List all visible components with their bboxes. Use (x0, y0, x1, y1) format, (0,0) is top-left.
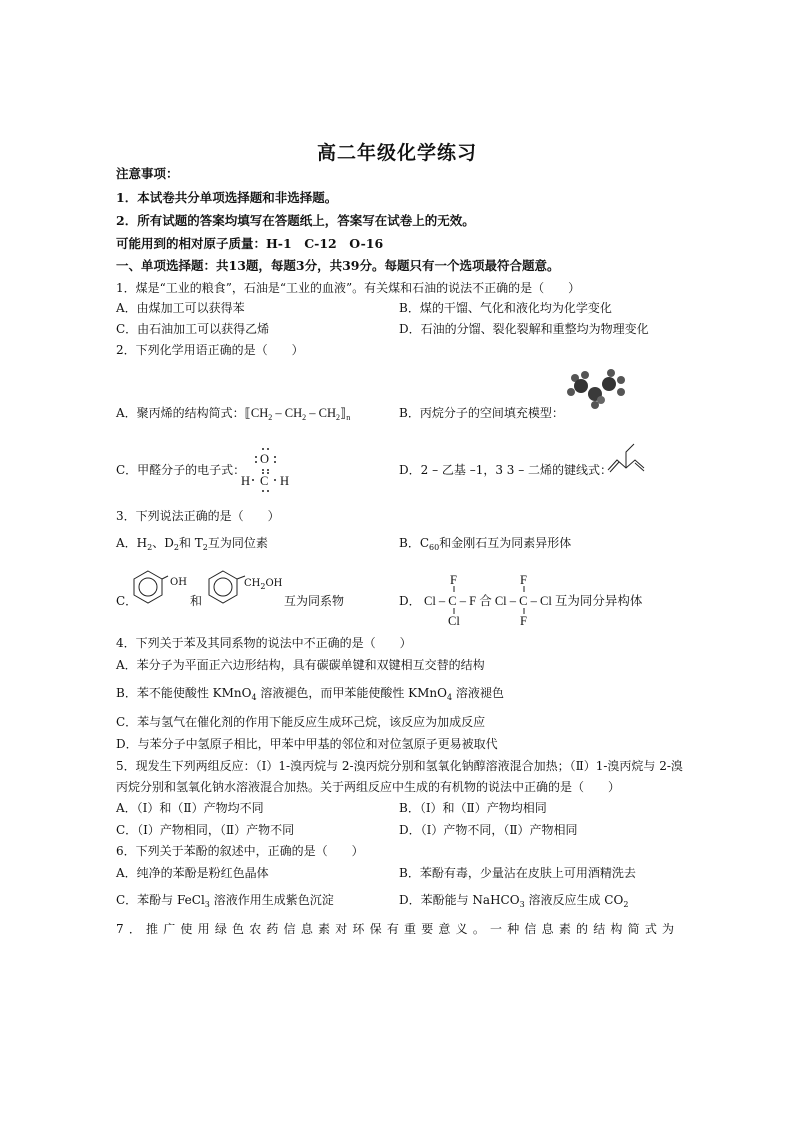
q5-stem-line-1: 5．现发生下列两组反应：（Ⅰ）1-溴丙烷与 2-溴丙烷分别和氢氧化钠醇溶液混合加热；（Ⅱ）1-溴丙烷与 2-溴 (116, 759, 683, 773)
fluorine-bottom: F (520, 614, 527, 628)
q1-option-a: A．由煤加工可以获得苯 (116, 301, 245, 315)
q2-option-a-prefix: A．聚丙烯的结构简式： (116, 406, 245, 420)
atom-o: O (260, 452, 270, 466)
q5-option-c: C．（Ⅰ）产物相同，（Ⅱ）产物不同 (116, 823, 295, 837)
benzyl-ch2oh-label: $CH_2OH$ (244, 578, 283, 591)
phenol-oh-label: OH (170, 577, 187, 588)
formaldehyde-electron-dot (238, 446, 298, 494)
notice-item-1: 1．本试卷共分单项选择题和非选择题。 (116, 190, 338, 205)
q3-option-c-suffix: 互为同系物 (284, 594, 345, 608)
q6-option-c: C．苯酚与 FeCl$_3$ 溶液作用生成紫色沉淀 (116, 893, 334, 909)
q3-stem: 3．下列说法正确的是（ ） (116, 509, 280, 523)
q1-option-d: D．石油的分馏、裂化裂解和重整均为物理变化 (399, 322, 649, 336)
q2-option-a (116, 405, 350, 426)
propane-space-filling-model (565, 370, 635, 412)
q3-option-c-label: C． (116, 594, 138, 608)
q4-option-d: D．与苯分子中氢原子相比，甲苯中甲基的邻位和对位氢原子更易被取代 (116, 737, 498, 751)
notice-item-2: 2．所有试题的答案均填写在答题纸上，答案写在试卷上的无效。 (116, 213, 475, 228)
q5-option-d: D．（Ⅰ）产物不同，（Ⅱ）产物相同 (399, 823, 578, 837)
dihalomethane-bonds (450, 586, 530, 618)
q1-option-b: B．煤的干馏、气化和液化均为化学变化 (399, 301, 612, 315)
q4-option-a: A．苯分子为平面正六边形结构，具有碳碳单键和双键相互交替的结构 (116, 658, 485, 672)
q5-stem-line-2: 丙烷分别和氢氧化钠水溶液混合加热。关于两组反应中生成的有机物的说法中正确的是（ ） (116, 780, 621, 794)
q5-option-a: A．（Ⅰ）和（Ⅱ）产物均不同 (116, 801, 264, 815)
q5-option-b: B．（Ⅰ）和（Ⅱ）产物均相同 (399, 801, 547, 815)
q6-option-b: B．苯酚有毒，少量沾在皮肤上可用酒精洗去 (399, 866, 636, 880)
q4-stem: 4．下列关于苯及其同系物的说法中不正确的是（ ） (116, 636, 412, 650)
q6-option-d: D．苯酚能与 NaHCO$_3$ 溶液反应生成 $CO_2$ (399, 893, 629, 909)
q3-option-b: B．$C_{60}$和金刚石互为同素异形体 (399, 536, 572, 552)
q2-option-c: C．甲醛分子的电子式： (116, 463, 246, 477)
fluorine-top-2: F (520, 573, 527, 587)
q3-option-a: A．$H_2$、$D_2$和 $T_2$互为同位素 (116, 536, 268, 552)
q4-option-b: B．苯不能使酸性 KMnO$_4$ 溶液褪色，而甲苯能使酸性 KMnO$_4$ 溶液褪色 (116, 686, 504, 702)
notice-heading: 注意事项： (116, 166, 179, 181)
q1-stem: 1．煤是“工业的粮食”，石油是“工业的血液”。有关煤和石油的说法不正确的是（ ） (116, 281, 581, 295)
section-heading: 一、单项选择题：共13题，每题3分，共39分。每题只有一个选项最符合题意。 (116, 258, 560, 273)
atom-h-left: H (241, 474, 251, 488)
chlorine-bottom: Cl (448, 614, 460, 628)
q2-stem: 2．下列化学用语正确的是（ ） (116, 343, 304, 357)
q2-option-b: B．丙烷分子的空间填充模型： (399, 406, 564, 420)
page-title: 高二年级化学练习 (316, 142, 477, 164)
q1-option-c: C．由石油加工可以获得乙烯 (116, 322, 270, 336)
q2-option-d: D．2 – 乙基 –1，3 3 – 二烯的键线式： (399, 463, 613, 477)
q3-option-d-formula: Cl – C – F 合 Cl – C – Cl 互为同分异构体 (424, 594, 643, 608)
atom-c: C (260, 474, 269, 488)
q3-option-d-label: D． (399, 594, 421, 608)
q7-stem: 7．推广使用绿色农药信息素对环保有重要意义。一种信息素的结构简式为 (116, 922, 680, 936)
polypropylene-formula: $⟦CH_2 - CH_2$ – $CH_2⟧_n$ (244, 406, 351, 422)
skeletal-formula-diagram (604, 438, 652, 474)
fluorine-top-1: F (450, 573, 457, 587)
atomic-mass-note: 可能用到的相对原子质量：H-1 C-12 O-16 (116, 236, 384, 251)
q4-option-c: C．苯与氢气在催化剂的作用下能反应生成环己烷，该反应为加成反应 (116, 715, 486, 729)
atom-h-right: H (280, 474, 290, 488)
q3-option-c-and: 和 (190, 594, 203, 608)
q6-stem: 6．下列关于苯酚的叙述中，正确的是（ ） (116, 844, 364, 858)
q6-option-a: A．纯净的苯酚是粉红色晶体 (116, 866, 269, 880)
